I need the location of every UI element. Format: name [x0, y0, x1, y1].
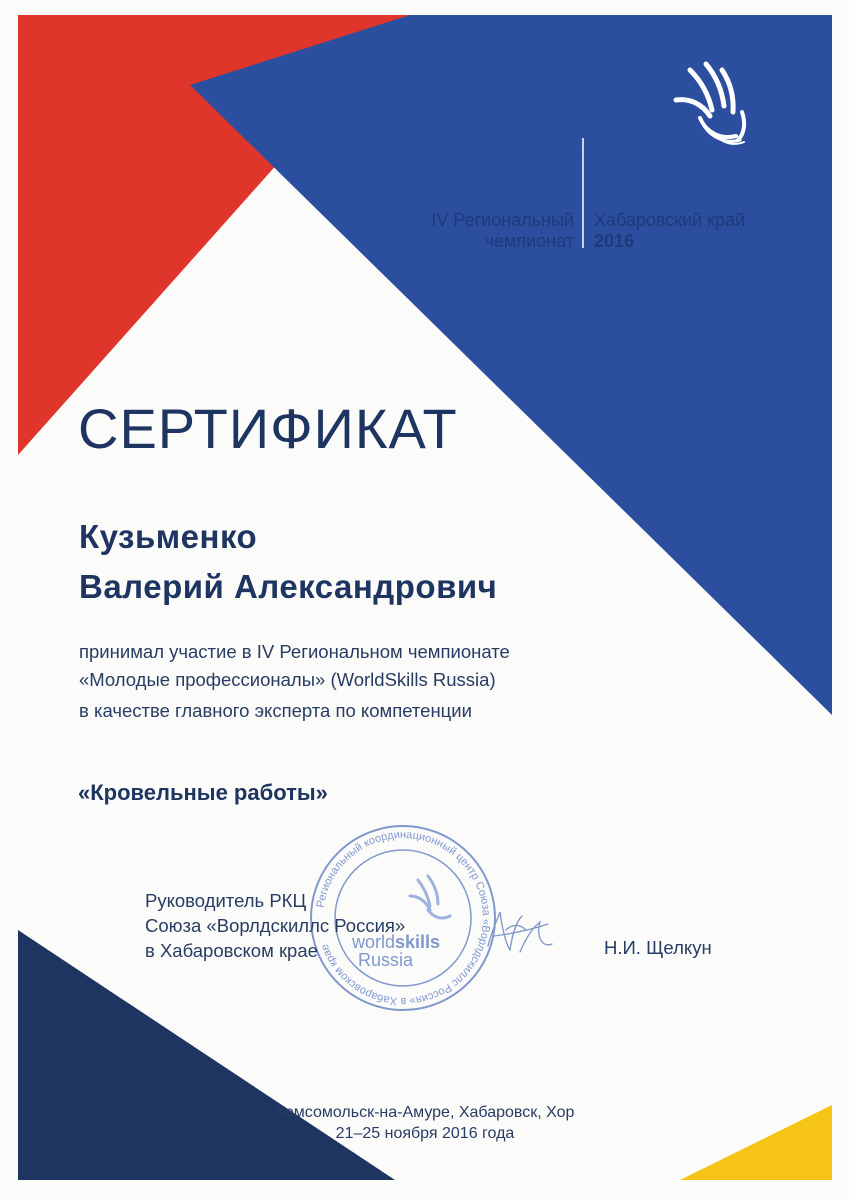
year-text: 2016 — [594, 231, 635, 251]
recipient-given-names: Валерий Александрович — [79, 568, 498, 605]
recipient-name — [79, 512, 497, 612]
region-text: Хабаровский край — [594, 210, 746, 230]
footer-dates: 21–25 ноября 2016 года — [335, 1125, 515, 1142]
championship-line1: IV Региональный — [431, 210, 574, 230]
stamp-hand-icon — [410, 876, 450, 918]
logo-title-line2: профессионалы — [362, 168, 578, 198]
yellow-corner-triangle — [680, 1105, 832, 1180]
stamp-ws-russia: Russia — [358, 950, 414, 970]
event-footer — [225, 1102, 625, 1144]
certificate-body — [79, 638, 510, 728]
recipient-surname: Кузьменко — [79, 518, 258, 555]
position-line-2: Союза «Ворлдскиллс Россия» — [145, 915, 406, 936]
signatory-position — [145, 888, 405, 963]
position-line-3: в Хабаровском крае — [145, 940, 318, 961]
logo-title-line1: молодые — [457, 140, 578, 170]
competence-name: «Кровельные работы» — [78, 780, 328, 805]
stamp-ring-text: Региональный координационный центр Союза «Ворлдскиллс Россия» в Хабаровском крае — [314, 828, 493, 1008]
body-line-3: в качестве главного эксперта по компетенции — [79, 700, 472, 721]
ws-skills-text: skills — [656, 140, 721, 170]
logo-championship — [431, 210, 574, 252]
logo-molodye-professionaly — [363, 142, 578, 198]
ws-world-text: world — [594, 140, 657, 170]
logo-region-block — [594, 210, 745, 252]
body-line-1: принимал участие в IV Региональном чемпионате — [79, 641, 510, 662]
handwritten-signature — [488, 912, 552, 952]
championship-line2: чемпионат — [484, 231, 574, 251]
certificate-title: СЕРТИФИКАТ — [78, 397, 458, 460]
ws-russia-text: Russia — [594, 168, 677, 198]
worldskills-wordmark — [594, 142, 721, 169]
stamp-ws-world: worldskills — [352, 932, 441, 952]
footer-location: Комсомольск-на-Амуре, Хабаровск, Хор — [275, 1104, 575, 1121]
logo-worldskills-russia — [594, 142, 721, 197]
signer-name: Н.И. Щелкун — [604, 937, 712, 958]
position-line-1: Руководитель РКЦ — [145, 890, 307, 911]
body-line-2: «Молодые профессионалы» (WorldSkills Russia) — [79, 669, 496, 690]
